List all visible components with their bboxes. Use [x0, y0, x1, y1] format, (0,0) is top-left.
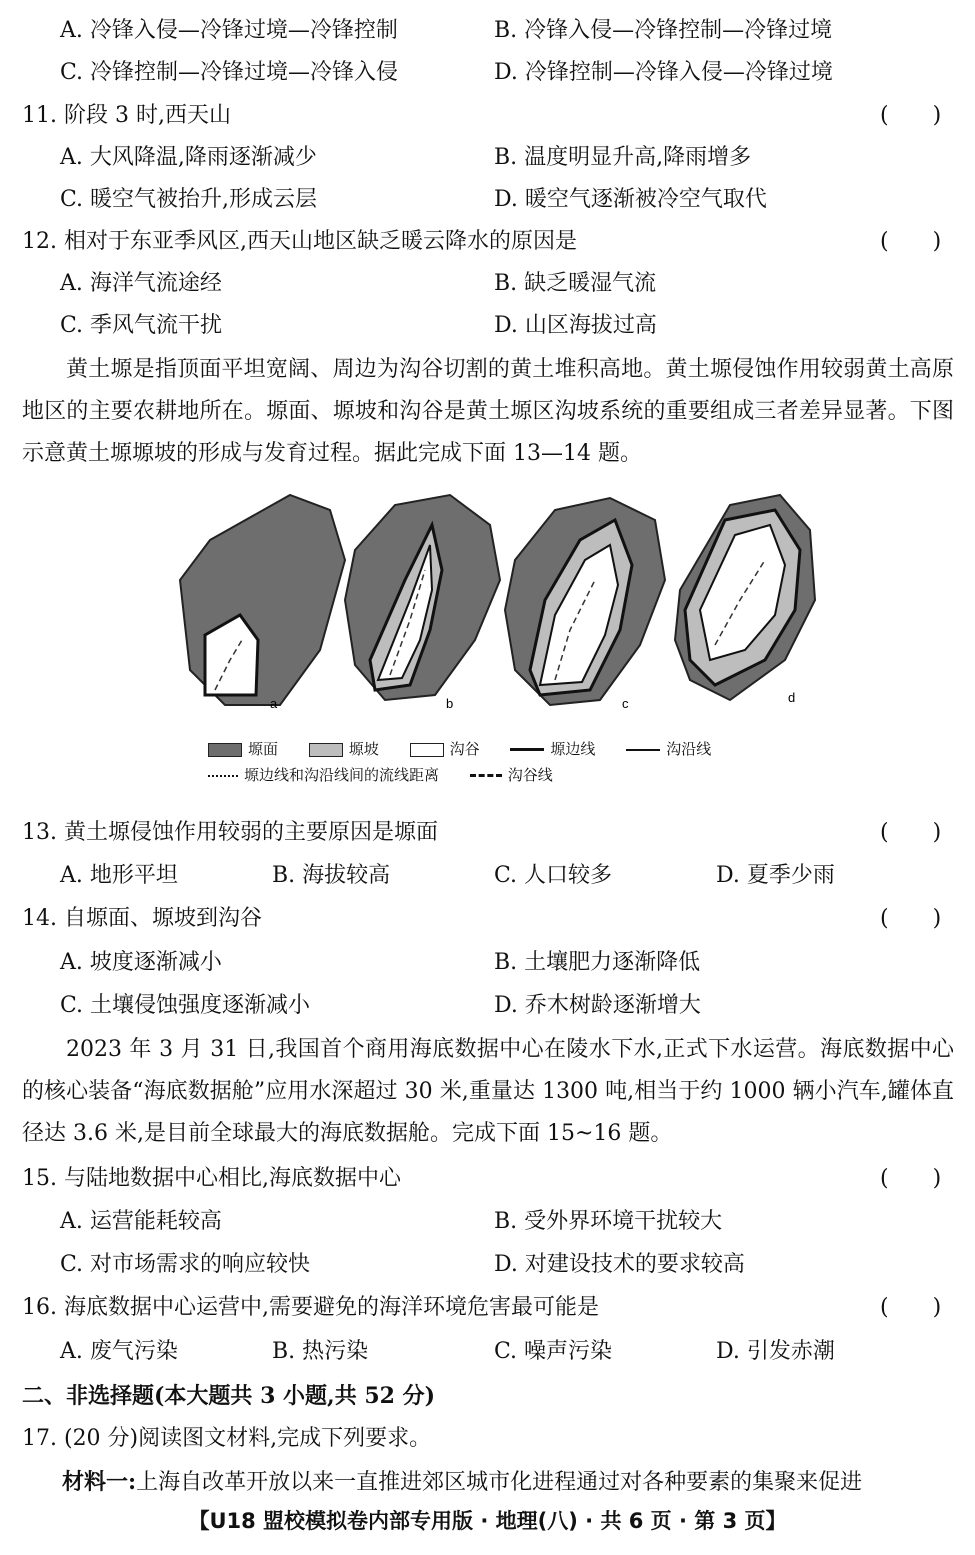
legend-distance-label: 塬边线和沟沿线间的流线距离	[244, 766, 440, 784]
figure-legend-row-1	[208, 738, 737, 759]
legend-yuanpo	[309, 738, 379, 759]
q10-option-b: B. 冷锋入侵—冷锋控制—冷锋过境	[494, 18, 833, 43]
legend-gougu-label: 沟谷	[449, 740, 480, 758]
q11-option-c: C. 暖空气被抬升,形成云层	[60, 187, 318, 212]
q13-option-b: B. 海拔较高	[272, 863, 391, 888]
legend-gouguxian-label: 沟谷线	[507, 766, 553, 784]
passage-undersea-datacenter: 2023 年 3 月 31 日,我国首个商用海底数据中心在陵水下水,正式下水运营。海底数据中心的核心装备“海底数据舱”应用水深超过 30 米,重量达 1300 吨,相当于约 1000 辆小汽车,罐体直径达 3.6 米,是目前全球最大的海底数据舱。完成下面 15~16 题。	[22, 1037, 954, 1146]
material-1-label: 材料一:	[62, 1469, 137, 1495]
line-yuanbianxian	[510, 748, 544, 751]
legend-gouyanxian-label: 沟沿线	[666, 740, 712, 758]
panel-label-d: d	[788, 690, 796, 705]
swatch-yuanmian	[208, 743, 242, 757]
q14-option-d: D. 乔木树龄逐渐增大	[494, 993, 701, 1018]
q12-option-d: D. 山区海拔过高	[494, 313, 657, 338]
q10-option-a: A. 冷锋入侵—冷锋过境—冷锋控制	[60, 18, 398, 43]
q16-option-c: C. 噪声污染	[494, 1339, 613, 1364]
legend-gougu	[410, 738, 480, 759]
panel-label-c: c	[622, 696, 629, 711]
q16-option-a: A. 废气污染	[60, 1339, 178, 1364]
legend-yuanbianxian	[510, 738, 595, 759]
q17-stem: 17. (20 分)阅读图文材料,完成下列要求。	[22, 1426, 432, 1451]
q14-option-c: C. 土壤侵蚀强度逐渐减小	[60, 993, 311, 1018]
legend-gouguxian	[470, 764, 553, 785]
q11-stem: 11. 阶段 3 时,西天山	[22, 103, 231, 128]
q13-answer-paren: ( )	[880, 820, 942, 845]
page-footer: 【U18 盟校模拟卷内部专用版 · 地理(八) · 共 6 页 · 第 3 页】	[188, 1509, 787, 1533]
q12-option-c: C. 季风气流干扰	[60, 313, 223, 338]
panel-c-diagram	[505, 498, 665, 705]
q15-answer-paren: ( )	[880, 1166, 942, 1191]
q11-option-d: D. 暖空气逐渐被冷空气取代	[494, 187, 767, 212]
swatch-gougu	[410, 743, 444, 757]
legend-distance	[208, 764, 439, 785]
panel-d-diagram	[675, 495, 815, 700]
q13-stem: 13. 黄土塬侵蚀作用较弱的主要原因是塬面	[22, 820, 438, 845]
passage-loess-yuan: 黄土塬是指顶面平坦宽阔、周边为沟谷切割的黄土堆积高地。黄土塬侵蚀作用较弱黄土高原地区的主要农耕地所在。塬面、塬坡和沟谷是黄土塬区沟坡系统的重要组成三者差异显著。下图示意黄土塬塬坡的形成与发育过程。据此完成下面 13—14 题。	[22, 357, 954, 466]
q15-option-a: A. 运营能耗较高	[60, 1209, 222, 1234]
line-gouyanxian	[626, 749, 660, 751]
q16-option-d: D. 引发赤潮	[716, 1339, 835, 1364]
legend-yuanmian	[208, 738, 278, 759]
line-distance	[208, 775, 238, 777]
panel-a-diagram	[180, 495, 345, 705]
q12-option-b: B. 缺乏暖湿气流	[494, 271, 657, 296]
q14-option-b: B. 土壤肥力逐渐降低	[494, 950, 701, 975]
panel-b-diagram	[345, 495, 500, 700]
q11-answer-paren: ( )	[880, 103, 942, 128]
figure-legend-row-2	[208, 764, 579, 785]
legend-yuanbianxian-label: 塬边线	[550, 740, 596, 758]
q17-material-1	[62, 1467, 862, 1498]
q16-answer-paren: ( )	[880, 1295, 942, 1320]
legend-gouyanxian	[626, 738, 711, 759]
q14-answer-paren: ( )	[880, 906, 942, 931]
q11-option-a: A. 大风降温,降雨逐渐减少	[60, 145, 317, 170]
q16-option-b: B. 热污染	[272, 1339, 369, 1364]
line-gouguxian	[470, 774, 502, 777]
q12-option-a: A. 海洋气流途经	[60, 271, 222, 296]
q10-option-c: C. 冷锋控制—冷锋过境—冷锋入侵	[60, 60, 399, 85]
material-1-text: 上海自改革开放以来一直推进郊区城市化进程通过对各种要素的集聚来促进	[136, 1470, 863, 1495]
q14-option-a: A. 坡度逐渐减小	[60, 950, 222, 975]
q15-stem: 15. 与陆地数据中心相比,海底数据中心	[22, 1166, 401, 1191]
q13-option-a: A. 地形平坦	[60, 863, 178, 888]
swatch-yuanpo	[309, 743, 343, 757]
panel-label-b: b	[446, 696, 454, 711]
q15-option-d: D. 对建设技术的要求较高	[494, 1252, 745, 1277]
legend-yuanmian-label: 塬面	[248, 740, 279, 758]
q14-stem: 14. 自塬面、塬坡到沟谷	[22, 906, 262, 931]
q13-option-c: C. 人口较多	[494, 863, 613, 888]
q12-stem: 12. 相对于东亚季风区,西天山地区缺乏暖云降水的原因是	[22, 229, 577, 254]
q15-option-c: C. 对市场需求的响应较快	[60, 1252, 311, 1277]
legend-yuanpo-label: 塬坡	[348, 740, 379, 758]
section-2-heading: 二、非选择题(本大题共 3 小题,共 52 分)	[22, 1383, 436, 1409]
q10-option-d: D. 冷锋控制—冷锋入侵—冷锋过境	[494, 60, 833, 85]
q13-option-d: D. 夏季少雨	[716, 863, 835, 888]
q12-answer-paren: ( )	[880, 229, 942, 254]
panel-label-a: a	[270, 696, 278, 711]
q16-stem: 16. 海底数据中心运营中,需要避免的海洋环境危害最可能是	[22, 1295, 599, 1320]
q15-option-b: B. 受外界环境干扰较大	[494, 1209, 723, 1234]
q11-option-b: B. 温度明显升高,降雨增多	[494, 145, 752, 170]
